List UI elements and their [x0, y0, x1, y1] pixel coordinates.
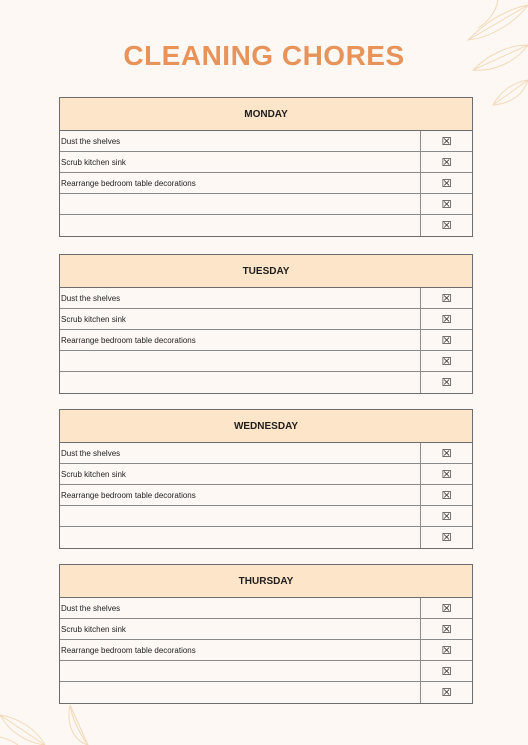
chore-row: [60, 152, 472, 173]
chore-text: [60, 351, 420, 371]
chore-checkbox[interactable]: [420, 598, 472, 618]
chore-row: [60, 682, 472, 703]
chore-checkbox[interactable]: [420, 682, 472, 703]
chore-text: [60, 506, 420, 526]
chore-row: [60, 351, 472, 372]
chore-text: Scrub kitchen sink: [61, 469, 126, 479]
checkbox-icon: ☒: [441, 664, 452, 678]
chore-text: [60, 682, 420, 703]
chore-row: [60, 527, 472, 548]
checkbox-icon: ☒: [441, 531, 452, 544]
checkbox-icon: ☒: [441, 488, 452, 502]
chore-text: Dust the shelves: [61, 136, 121, 146]
chore-checkbox[interactable]: [420, 288, 472, 308]
chore-row: [60, 598, 472, 619]
chore-text: Dust the shelves: [61, 293, 121, 303]
chore-checkbox[interactable]: [420, 173, 472, 193]
chore-checkbox[interactable]: [420, 619, 472, 639]
chore-checkbox[interactable]: [420, 661, 472, 681]
day-header: WEDNESDAY: [60, 410, 472, 443]
chore-checkbox[interactable]: [420, 215, 472, 236]
checkbox-icon: ☒: [441, 446, 452, 460]
chore-checkbox[interactable]: [420, 351, 472, 371]
checkbox-icon: ☒: [441, 134, 452, 148]
chore-row: [60, 131, 472, 152]
chore-checkbox[interactable]: [420, 464, 472, 484]
checkbox-icon: ☒: [441, 312, 452, 326]
page-title: CLEANING CHORES: [123, 40, 405, 71]
checkbox-icon: ☒: [441, 333, 452, 347]
chore-row: [60, 640, 472, 661]
chore-text: Scrub kitchen sink: [61, 314, 126, 324]
chore-row: [60, 330, 472, 351]
checkbox-icon: ☒: [441, 686, 452, 699]
checkbox-icon: ☒: [441, 176, 452, 190]
checkbox-icon: ☒: [441, 643, 452, 657]
chore-checkbox[interactable]: [420, 330, 472, 350]
chore-text: Dust the shelves: [61, 448, 121, 458]
chore-checkbox[interactable]: [420, 527, 472, 548]
chore-row: [60, 464, 472, 485]
checkbox-icon: ☒: [441, 601, 452, 615]
chore-text: Rearrange bedroom table decorations: [61, 335, 196, 345]
chore-row: [60, 309, 472, 330]
chore-row: [60, 372, 472, 393]
chore-row: [60, 661, 472, 682]
chore-checkbox[interactable]: [420, 309, 472, 329]
checkbox-icon: ☒: [441, 622, 452, 636]
chore-text: [60, 194, 420, 214]
chore-checkbox[interactable]: [420, 152, 472, 172]
day-table-monday: [59, 97, 473, 237]
day-table-thursday: [59, 564, 473, 704]
chore-row: [60, 443, 472, 464]
checkbox-icon: ☒: [441, 376, 452, 389]
chore-row: [60, 173, 472, 194]
chore-checkbox[interactable]: [420, 640, 472, 660]
day-table-wednesday: [59, 409, 473, 549]
chore-text: [60, 215, 420, 236]
chore-row: [60, 619, 472, 640]
checkbox-icon: ☒: [441, 197, 452, 211]
chore-checkbox[interactable]: [420, 372, 472, 393]
chore-text: Rearrange bedroom table decorations: [61, 645, 196, 655]
chore-text: [60, 372, 420, 393]
day-table-tuesday: [59, 254, 473, 394]
checkbox-icon: ☒: [441, 219, 452, 232]
day-header: TUESDAY: [60, 255, 472, 288]
chore-text: [60, 661, 420, 681]
chore-text: [60, 527, 420, 548]
day-header: MONDAY: [60, 98, 472, 131]
chore-checkbox[interactable]: [420, 194, 472, 214]
chore-row: [60, 194, 472, 215]
checkbox-icon: ☒: [441, 354, 452, 368]
chore-checkbox[interactable]: [420, 131, 472, 151]
checkbox-icon: ☒: [441, 291, 452, 305]
chore-checkbox[interactable]: [420, 506, 472, 526]
chore-text: Dust the shelves: [61, 603, 121, 613]
chore-row: [60, 215, 472, 236]
chore-text: Scrub kitchen sink: [61, 157, 126, 167]
checkbox-icon: ☒: [441, 155, 452, 169]
checkbox-icon: ☒: [441, 509, 452, 523]
day-header: THURSDAY: [60, 565, 472, 598]
chore-text: Rearrange bedroom table decorations: [61, 490, 196, 500]
chore-checkbox[interactable]: [420, 443, 472, 463]
chore-checkbox[interactable]: [420, 485, 472, 505]
chore-row: [60, 288, 472, 309]
chore-row: [60, 506, 472, 527]
chore-row: [60, 485, 472, 506]
chore-text: Scrub kitchen sink: [61, 624, 126, 634]
checkbox-icon: ☒: [441, 467, 452, 481]
chore-text: Rearrange bedroom table decorations: [61, 178, 196, 188]
